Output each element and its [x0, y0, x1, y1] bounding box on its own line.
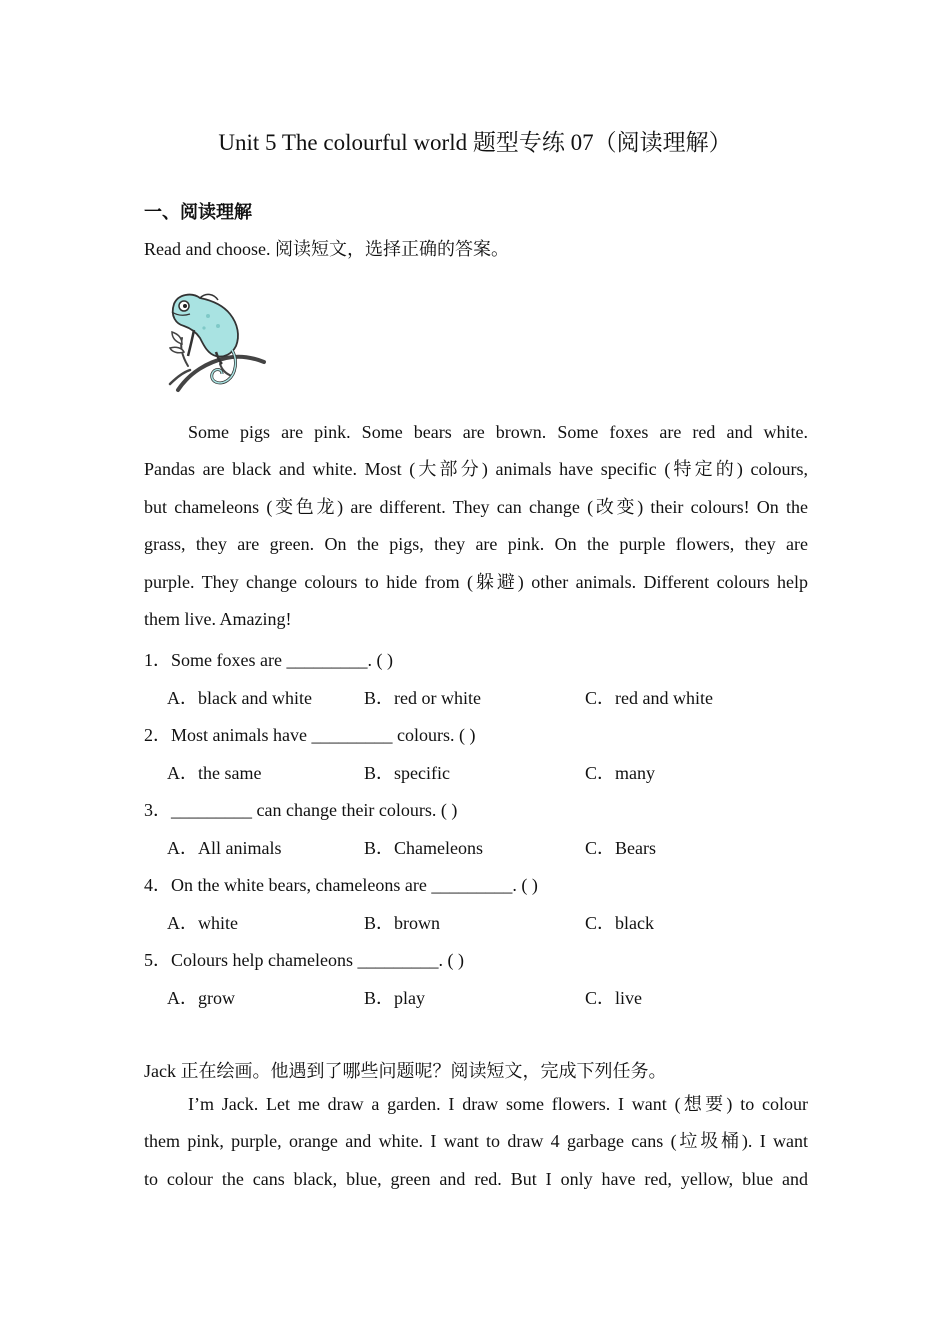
section-heading: 一、阅读理解	[144, 202, 252, 223]
instruction-2: Jack 正在绘画。他遇到了哪些问题呢？阅读短文，完成下列任务。	[144, 1061, 667, 1081]
q4-option-c: C．black	[585, 913, 654, 933]
q4-option-b: B．brown	[364, 913, 440, 933]
q3-option-b: B．Chameleons	[364, 838, 483, 858]
chameleon-illustration	[160, 286, 268, 394]
q3-option-a: A．All animals	[167, 838, 282, 858]
question-3: 3．_________ can change their colours. ( )	[144, 800, 458, 820]
passage-2	[144, 1086, 808, 1198]
passage-1-line: them live. Amazing!	[144, 608, 292, 629]
q2-option-c: C．many	[585, 763, 655, 783]
q2-option-a: A．the same	[167, 763, 262, 783]
instruction-1: Read and choose. 阅读短文，选择正确的答案。	[144, 239, 509, 259]
q3-option-c: C．Bears	[585, 838, 656, 858]
passage-1-line: but chameleons (变色龙) are different. They can change (改变) their colours! On the	[144, 496, 808, 517]
q5-option-c: C．live	[585, 988, 642, 1008]
passage-1-line: purple. They change colours to hide from (躲避) other animals. Different colours help	[144, 571, 808, 592]
question-2: 2．Most animals have _________ colours. ( )	[144, 725, 476, 745]
page-title: Unit 5 The colourful world 题型专练 07（阅读理解）	[218, 130, 732, 155]
chameleon-icon	[160, 286, 268, 394]
passage-1-line: Pandas are black and white. Most (大部分) animals have specific (特定的) colours,	[144, 459, 808, 480]
passage-1-line: Some pigs are pink. Some bears are brown. Some foxes are red and white.	[188, 422, 808, 442]
passage-1	[144, 414, 808, 638]
passage-2-line: I’m Jack. Let me draw a garden. I draw some flowers. I want (想要) to colour	[188, 1094, 808, 1114]
question-4: 4．On the white bears, chameleons are _________. ( )	[144, 875, 538, 895]
question-1: 1．Some foxes are _________. ( )	[144, 650, 393, 670]
q1-option-a: A．black and white	[167, 688, 312, 708]
passage-1-line: grass, they are green. On the pigs, they are pink. On the purple flowers, they are	[144, 534, 808, 555]
q2-option-b: B．specific	[364, 763, 450, 783]
q1-option-b: B．red or white	[364, 688, 481, 708]
passage-2-line: them pink, purple, orange and white. I want to draw 4 garbage cans (垃圾桶). I want	[144, 1131, 808, 1152]
q5-option-a: A．grow	[167, 988, 235, 1008]
q5-option-b: B．play	[364, 988, 425, 1008]
q1-option-c: C．red and white	[585, 688, 713, 708]
question-5: 5．Colours help chameleons _________. ( )	[144, 950, 464, 970]
q4-option-a: A．white	[167, 913, 238, 933]
passage-2-line: to colour the cans black, blue, green and red. But I only have red, yellow, blue and	[144, 1168, 808, 1189]
